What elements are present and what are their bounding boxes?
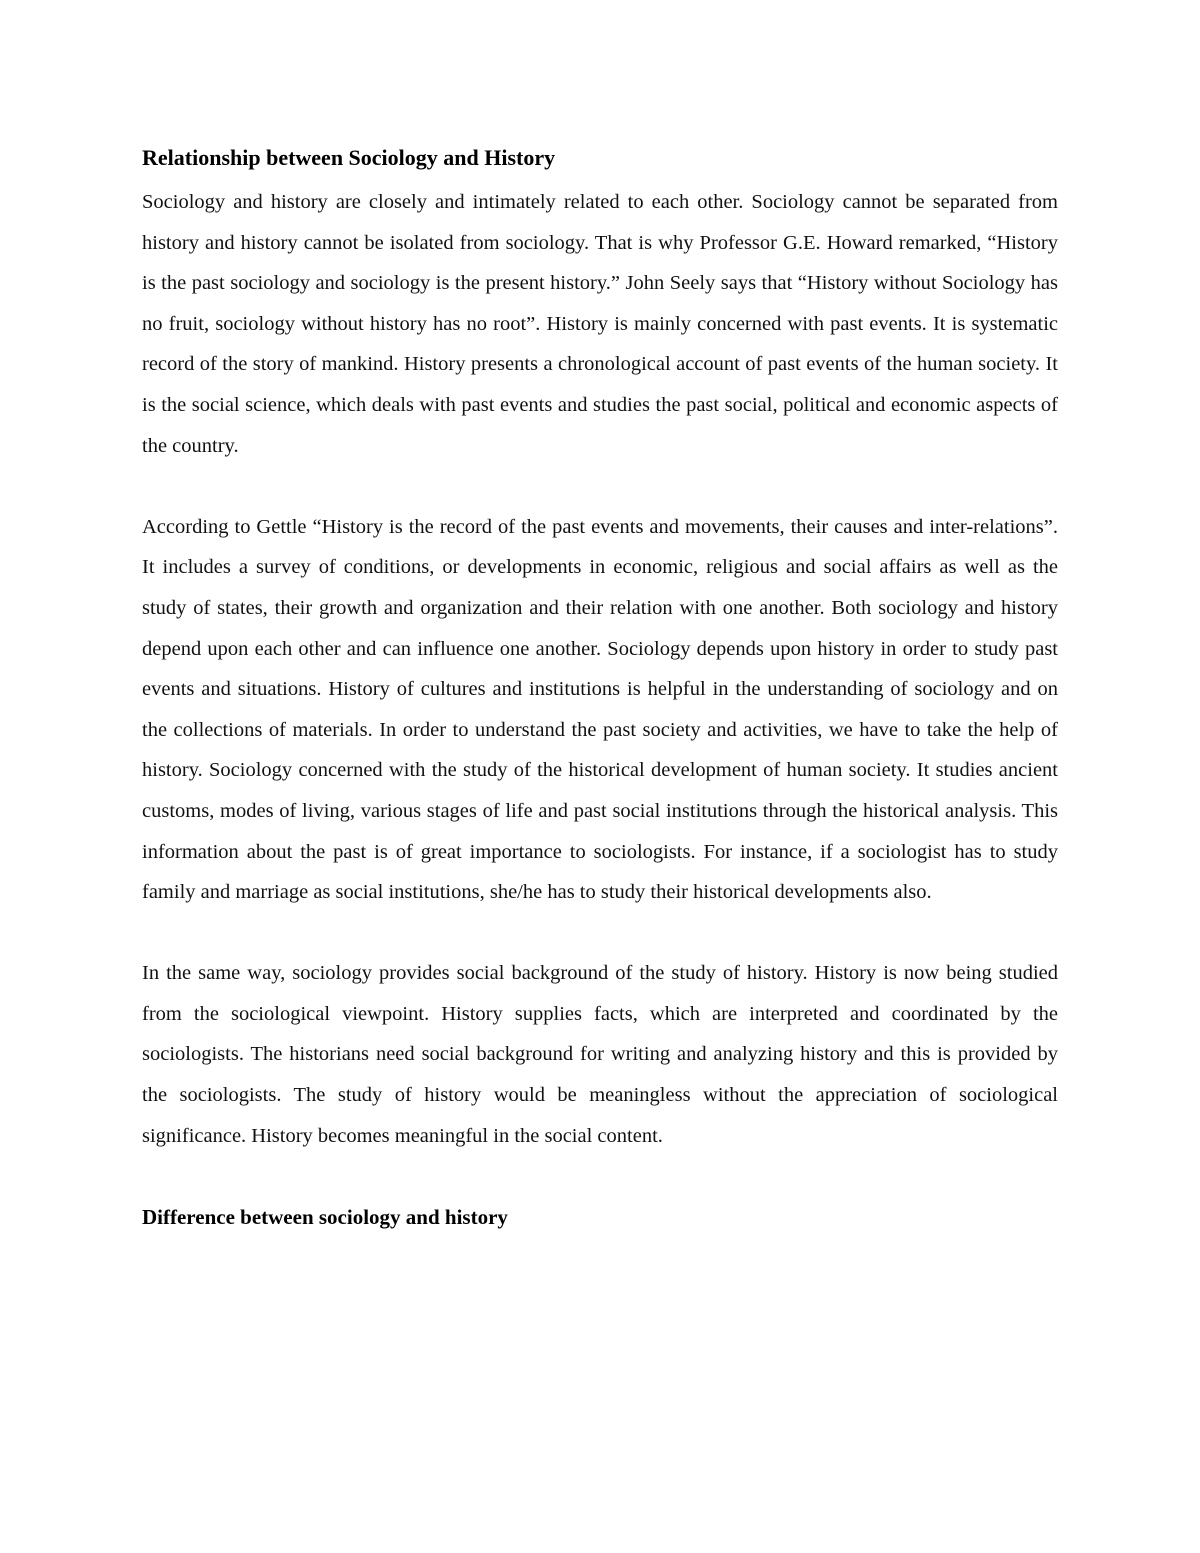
paragraph-spacer — [142, 466, 1058, 507]
document-title: Relationship between Sociology and History — [142, 145, 556, 170]
paragraph-2: According to Gettle “History is the record of the past events and movements, their causes and inter-relations”. It includes a survey of conditions, or developments in economic, religious and social affairs as well as the study of states, their growth and organization and their relation with one another. Both sociology and history depend upon each other and can influence one another. Sociology depends upon history in order to study past events and situations. History of cultures and institutions is helpful in the understanding of sociology and on the collections of materials. In order to understand the past society and activities, we have to take the help of history. Sociology concerned with the study of the historical development of human society. It studies ancient customs, modes of living, various stages of life and past social institutions through the historical analysis. This information about the past is of great importance to sociologists. For instance, if a sociologist has to study family and marriage as social institutions, she/he has to study their historical developments also. — [142, 515, 1058, 904]
paragraph-spacer — [142, 1156, 1058, 1197]
paragraph-spacer — [142, 913, 1058, 954]
paragraph-3: In the same way, sociology provides social background of the study of history. History is now being studied from the sociological viewpoint. History supplies facts, which are interpreted and coordinated by the sociologists. The historians need social background for writing and analyzing history and this is provided by the sociologists. The study of history would be meaningless without the appreciation of sociological significance. History becomes meaningful in the social content. — [142, 962, 1058, 1147]
paragraph-1: Sociology and history are closely and intimately related to each other. Sociology cannot be separated from history and history cannot be isolated from sociology. That is why Professor G.E. Howard remarked, “History is the past sociology and sociology is the present history.” John Seely says that “History without Sociology has no fruit, sociology without history has no root”. History is mainly concerned with past events. It is systematic record of the story of mankind. History presents a chronological account of past events of the human society. It is the social science, which deals with past events and studies the past social, political and economic aspects of the country. — [142, 191, 1058, 457]
section-subheading: Difference between sociology and history — [142, 1204, 508, 1229]
document-page — [142, 134, 1058, 1237]
